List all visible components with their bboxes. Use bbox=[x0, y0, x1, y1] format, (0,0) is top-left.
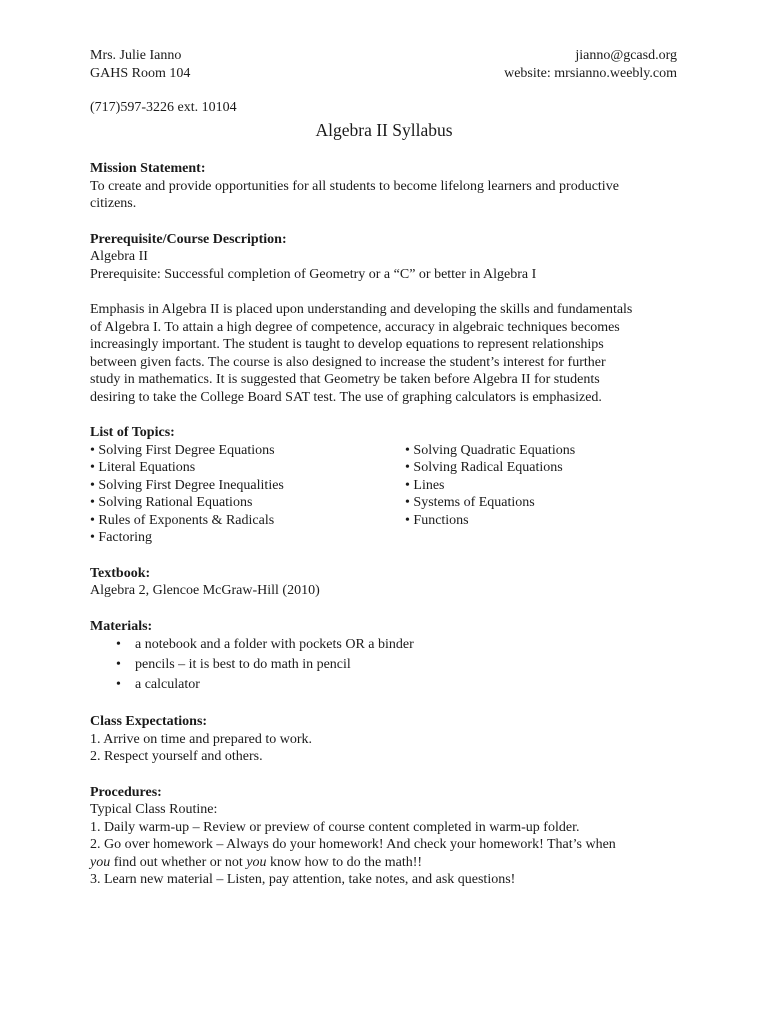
procedure-item: 1. Daily warm-up – Review or preview of course content completed in warm-up folder. bbox=[90, 819, 580, 835]
topic-item: • Solving Quadratic Equations bbox=[405, 442, 576, 458]
material-text: a notebook and a folder with pockets OR a binder bbox=[135, 637, 414, 652]
syllabus-body bbox=[90, 160, 688, 889]
contact-header bbox=[90, 47, 677, 83]
expectations-section bbox=[90, 713, 688, 766]
materials-heading: Materials: bbox=[90, 618, 153, 634]
topic-item: • Solving First Degree Inequalities bbox=[90, 477, 284, 493]
procedures-section bbox=[90, 784, 688, 889]
topic-item: • Functions bbox=[405, 512, 469, 528]
textbook-section bbox=[90, 565, 688, 600]
material-text: pencils – it is best to do math in pencil bbox=[135, 657, 351, 672]
topic-item: • Lines bbox=[405, 477, 445, 493]
description-line: increasingly important. The student is taught to develop equations to represent relationships bbox=[90, 337, 604, 352]
teacher-email: jianno@gcasd.org bbox=[575, 48, 677, 63]
phone-number: (717)597-3226 ext. 10104 bbox=[90, 100, 237, 115]
topic-item: • Rules of Exponents & Radicals bbox=[90, 512, 275, 528]
topic-item: • Literal Equations bbox=[90, 460, 196, 475]
procedure-item: 3. Learn new material – Listen, pay attention, take notes, and ask questions! bbox=[90, 872, 516, 887]
topic-item: • Systems of Equations bbox=[405, 495, 535, 510]
material-item bbox=[90, 675, 688, 695]
material-text: a calculator bbox=[135, 677, 200, 692]
mission-heading: Mission Statement: bbox=[90, 161, 206, 176]
topics-section bbox=[90, 424, 688, 547]
mission-line: To create and provide opportunities for all students to become lifelong learners and productive bbox=[90, 178, 619, 194]
material-item bbox=[90, 655, 688, 675]
topic-item: • Factoring bbox=[90, 530, 153, 545]
emphasis-you: you bbox=[246, 854, 267, 870]
description-line: study in mathematics. It is suggested that Geometry be taken before Algebra II for students bbox=[90, 372, 600, 387]
emphasis-you: you bbox=[90, 854, 111, 870]
topics-heading: List of Topics: bbox=[90, 425, 175, 440]
topics-column-right bbox=[405, 442, 688, 547]
prerequisite-section bbox=[90, 231, 688, 407]
page-title: Algebra II Syllabus bbox=[315, 120, 453, 140]
topic-item: • Solving First Degree Equations bbox=[90, 442, 275, 458]
topics-column-left bbox=[90, 442, 405, 547]
website: website: mrsianno.weebly.com bbox=[504, 66, 677, 81]
teacher-name: Mrs. Julie Ianno bbox=[90, 48, 182, 63]
mission-line: citizens. bbox=[90, 196, 137, 211]
course-name: Algebra II bbox=[90, 249, 148, 264]
prerequisite-heading: Prerequisite/Course Description: bbox=[90, 231, 287, 247]
bullet-icon: • bbox=[116, 637, 121, 652]
procedure-item: 2. Go over homework – Always do your homework! And check your homework! That’s when bbox=[90, 837, 616, 852]
bullet-icon: • bbox=[116, 657, 121, 672]
procedure-item-continued: you find out whether or not you know how to do the math!! bbox=[90, 854, 423, 870]
topic-item: • Solving Rational Equations bbox=[90, 495, 253, 510]
description-line: between given facts. The course is also designed to increase the student’s interest for further bbox=[90, 354, 606, 370]
textbook-heading: Textbook: bbox=[90, 565, 151, 581]
material-item bbox=[90, 635, 688, 655]
expectation-item: 2. Respect yourself and others. bbox=[90, 749, 263, 764]
description-line: Emphasis in Algebra II is placed upon understanding and developing the skills and fundamentals bbox=[90, 302, 633, 317]
expectations-heading: Class Expectations: bbox=[90, 714, 208, 729]
bullet-icon: • bbox=[116, 677, 121, 692]
expectation-item: 1. Arrive on time and prepared to work. bbox=[90, 731, 312, 747]
topic-item: • Solving Radical Equations bbox=[405, 460, 563, 475]
mission-section bbox=[90, 160, 688, 213]
routine-subheading: Typical Class Routine: bbox=[90, 802, 218, 817]
procedures-heading: Procedures: bbox=[90, 784, 162, 800]
room-number: GAHS Room 104 bbox=[90, 66, 191, 81]
materials-section bbox=[90, 618, 688, 696]
prerequisite-text: Prerequisite: Successful completion of Geometry or a “C” or better in Algebra I bbox=[90, 266, 537, 282]
topics-list bbox=[90, 442, 688, 547]
description-line: of Algebra I. To attain a high degree of competence, accuracy in algebraic techniques becomes bbox=[90, 319, 620, 335]
textbook-title: Algebra 2, Glencoe McGraw-Hill (2010) bbox=[90, 583, 320, 598]
description-line: desiring to take the College Board SAT test. The use of graphing calculators is emphasized. bbox=[90, 389, 602, 405]
